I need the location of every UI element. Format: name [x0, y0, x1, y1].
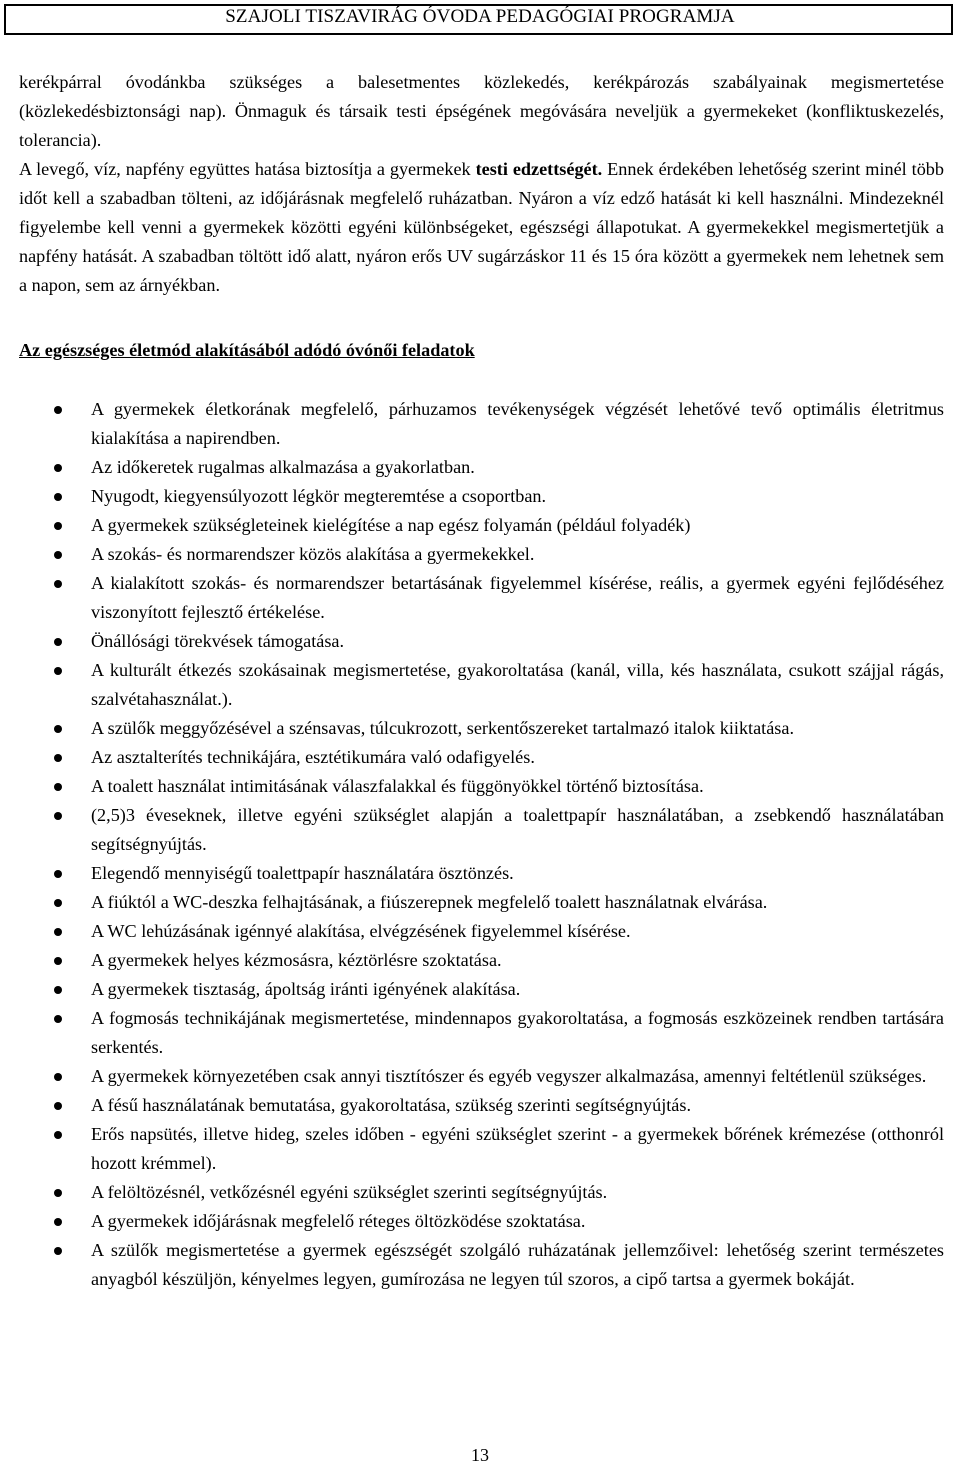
task-list-item: [19, 453, 944, 482]
task-list-item: [19, 511, 944, 540]
task-list-item-text: A toalett használat intimitásának válaszfalakkal és függönyökkel történő biztosítása.: [91, 776, 704, 796]
task-list-item: [19, 540, 944, 569]
task-list-item: [19, 772, 944, 801]
task-list-item-text: A fésű használatának bemutatása, gyakoroltatása, szükség szerinti segítségnyújtás.: [91, 1095, 692, 1115]
bullet-icon: [54, 1189, 62, 1197]
task-list-item-text: A szülők megismertetése a gyermek egészségét szolgáló ruházatának jellemzőivel: lehetőség szerint természetes anyagból készüljön, kényelmes legyen, gumírozása ne legyen túl szoros, a cipő tartsa a gyermek bokáját.: [91, 1240, 944, 1289]
task-list-item: [19, 714, 944, 743]
bullet-icon: [54, 870, 62, 878]
bullet-icon: [54, 928, 62, 936]
bullet-icon: [54, 551, 62, 559]
bullet-icon: [54, 754, 62, 762]
bullet-icon: [54, 812, 62, 820]
task-list-item: [19, 1062, 944, 1091]
intro-paragraph-2-end: Ennek érdekében lehetőség szerint minél több időt kell a szabadban tölteni, az időjárásnak megfelelő ruházatban. Nyáron a víz edző hatását ki kell használni. Mindezeknél figyelembe kell venni a gyermekek közötti egyéni különbségeket, egészségi állapotukat. A gyermekekkel megismertetjük a napfény hatását. A szabadban töltött idő alatt, nyáron erős UV sugárzáskor 11 és 15 óra között a gyermekek nem lehetnek sem a napon, sem az árnyékban.: [19, 159, 944, 295]
task-list-item-text: Az időkeretek rugalmas alkalmazása a gyakorlatban.: [91, 457, 475, 477]
task-list-item-text: A gyermekek időjárásnak megfelelő réteges öltözködése szoktatása.: [91, 1211, 586, 1231]
task-list-item-text: A kulturált étkezés szokásainak megismertetése, gyakoroltatása (kanál, villa, kés használata, csukott szájjal rágás, szalvétahasználat.).: [91, 660, 944, 709]
task-list-item: [19, 482, 944, 511]
task-list-item-text: A gyermekek helyes kézmosásra, kéztörlésre szoktatása.: [91, 950, 502, 970]
bullet-icon: [54, 725, 62, 733]
intro-paragraph-2-bold: testi edzettségét.: [475, 159, 603, 179]
bullet-icon: [54, 522, 62, 530]
page-content: [19, 68, 944, 1294]
task-list-item: [19, 1178, 944, 1207]
task-list-item-text: A gyermekek környezetében csak annyi tisztítószer és egyéb vegyszer alkalmazása, amennyi feltétlenül szükséges.: [91, 1066, 927, 1086]
task-list-item: [19, 627, 944, 656]
bullet-icon: [54, 1015, 62, 1023]
page-number: 13: [471, 1445, 489, 1465]
bullet-icon: [54, 406, 62, 414]
bullet-icon: [54, 1073, 62, 1081]
task-list-item-text: A felöltözésnél, vetkőzésnél egyéni szükséglet szerinti segítségnyújtás.: [91, 1182, 608, 1202]
bullet-icon: [54, 1102, 62, 1110]
task-list-item: [19, 917, 944, 946]
task-list-item-text: Erős napsütés, illetve hideg, szeles időben - egyéni szükséglet szerint - a gyermekek bőrének krémezése (otthonról hozott krémmel).: [91, 1124, 944, 1173]
bullet-icon: [54, 580, 62, 588]
task-list-item: [19, 1120, 944, 1178]
task-list-item: [19, 859, 944, 888]
intro-paragraph-1: kerékpárral óvodánkba szükséges a balesetmentes közlekedés, kerékpározás szabályainak megismertetése (közlekedésbiztonsági nap). Önmaguk és társaik testi épségének megóvására neveljük a gyermekeket (konfliktuskezelés, tolerancia).: [19, 72, 944, 150]
task-list-item-text: A gyermekek szükségleteinek kielégítése a nap egész folyamán (például folyadék): [91, 515, 691, 535]
bullet-icon: [54, 464, 62, 472]
task-list-item: [19, 743, 944, 772]
task-list-item-text: (2,5)3 éveseknek, illetve egyéni szükséglet alapján a toalettpapír használatában, a zsebkendő használatában segítségnyújtás.: [91, 805, 944, 854]
bullet-icon: [54, 899, 62, 907]
task-list-item: [19, 395, 944, 453]
task-list-item-text: A szokás- és normarendszer közös alakítása a gyermekekkel.: [91, 544, 535, 564]
task-list-item: [19, 1004, 944, 1062]
bullet-icon: [54, 957, 62, 965]
task-list-item: [19, 1207, 944, 1236]
page-header: [0, 0, 960, 40]
task-list-item-text: Önállósági törekvések támogatása.: [91, 631, 345, 651]
task-list-item: [19, 801, 944, 859]
task-list-item-text: A gyermekek tisztaság, ápoltság iránti igényének alakítása.: [91, 979, 521, 999]
header-title: SZAJOLI TISZAVIRÁG ÓVODA PEDAGÓGIAI PROGRAMJA: [225, 6, 735, 27]
task-list-item-text: A gyermekek életkorának megfelelő, párhuzamos tevékenységek végzését lehetővé tevő optimális életritmus kialakítása a napirendben.: [91, 399, 944, 448]
bullet-icon: [54, 638, 62, 646]
task-list-item-text: A szülők meggyőzésével a szénsavas, túlcukrozott, serkentőszereket tartalmazó italok kiiktatása.: [91, 718, 794, 738]
task-list-item: [19, 656, 944, 714]
intro-paragraph-2: [19, 155, 944, 300]
task-list-item-text: A fogmosás technikájának megismertetése, mindennapos gyakoroltatása, a fogmosás eszközeinek rendben tartására serkentés.: [91, 1008, 944, 1057]
task-list-item: [19, 888, 944, 917]
section-heading: Az egészséges életmód alakításából adódó óvónői feladatok: [19, 340, 475, 360]
task-list-item-text: Az asztalterítés technikájára, esztétikumára való odafigyelés.: [91, 747, 535, 767]
bullet-icon: [54, 493, 62, 501]
task-list-item: [19, 569, 944, 627]
task-list-item: [19, 1236, 944, 1294]
bullet-icon: [54, 1131, 62, 1139]
intro-paragraph-2-start: A levegő, víz, napfény együttes hatása biztosítja a gyermekek: [19, 159, 476, 179]
bullet-icon: [54, 783, 62, 791]
task-list-item: [19, 1091, 944, 1120]
bullet-icon: [54, 986, 62, 994]
task-bullet-list: [19, 395, 944, 1294]
task-list-item-text: Elegendő mennyiségű toalettpapír használatára ösztönzés.: [91, 863, 514, 883]
task-list-item-text: A WC lehúzásának igénnyé alakítása, elvégzésének figyelemmel kísérése.: [91, 921, 631, 941]
task-list-item-text: A kialakított szokás- és normarendszer betartásának figyelemmel kísérése, reális, a gyermek egyéni fejlődéséhez viszonyított fejlesztő értékelése.: [91, 573, 944, 622]
task-list-item-text: A fiúktól a WC-deszka felhajtásának, a fiúszerepnek megfelelő toalett használatnak elvárása.: [91, 892, 768, 912]
task-list-item-text: Nyugodt, kiegyensúlyozott légkör megteremtése a csoportban.: [91, 486, 547, 506]
task-list-item: [19, 975, 944, 1004]
task-list-item: [19, 946, 944, 975]
bullet-icon: [54, 667, 62, 675]
bullet-icon: [54, 1247, 62, 1255]
bullet-icon: [54, 1218, 62, 1226]
